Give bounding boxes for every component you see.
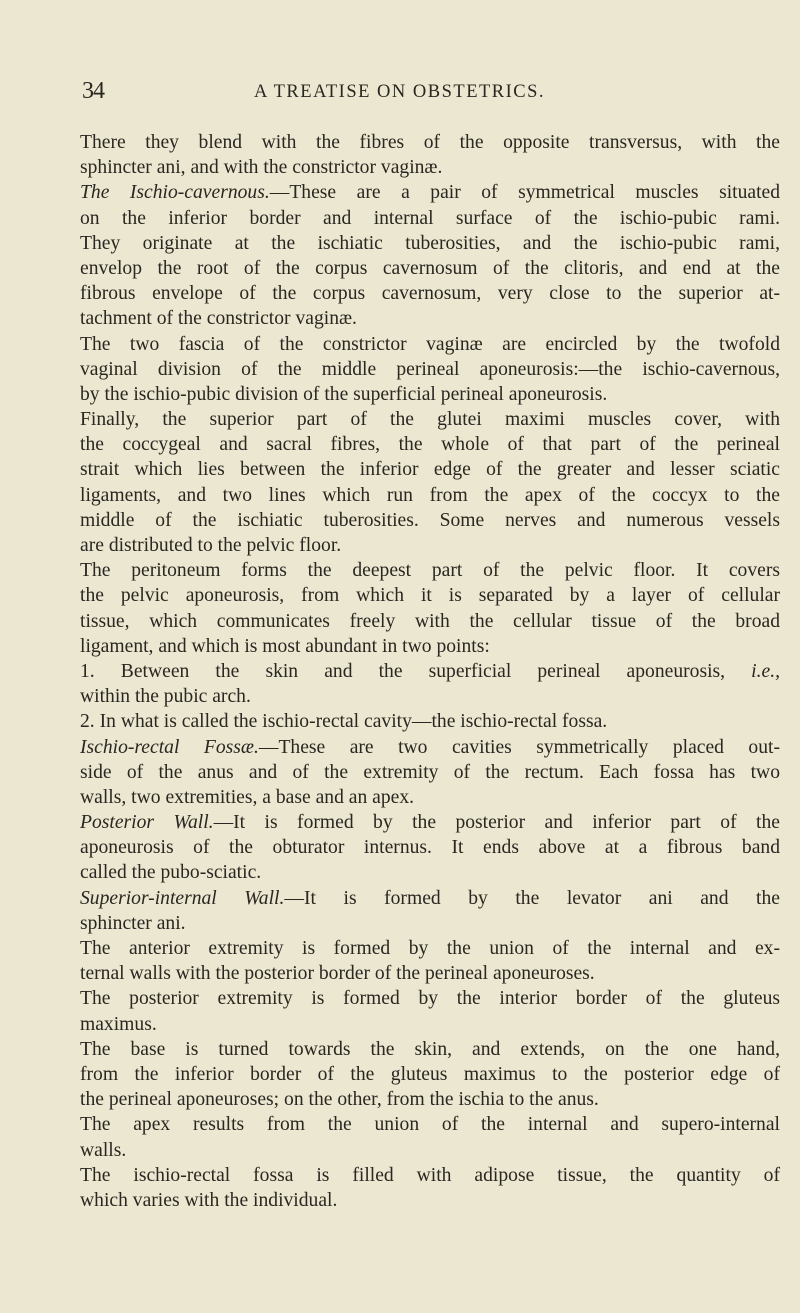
line-text: They originate at the ischiatic tuberosities, and the ischio-pubic rami, [80, 232, 780, 254]
line-text: —These are two cavities symmetrically placed out- [258, 736, 780, 758]
text-line [80, 1163, 780, 1188]
text-line [80, 558, 780, 583]
line-text: called the pubo-sciatic. [80, 862, 262, 884]
text-line [80, 231, 780, 256]
text-line [80, 1012, 780, 1037]
line-text: The base is turned towards the skin, and extends, on the one hand, [80, 1038, 780, 1060]
text-line [80, 382, 780, 407]
text-line [80, 936, 780, 961]
line-text: ligament, and which is most abundant in two points: [80, 635, 490, 657]
line-text: ligaments, and two lines which run from the apex of the coccyx to the [80, 484, 780, 506]
text-line [80, 835, 780, 860]
line-text: fibrous envelope of the corpus cavernosum, very close to the superior at- [80, 283, 780, 305]
line-text: sphincter ani, and with the constrictor vaginæ. [80, 157, 443, 179]
italic-heading: Superior-internal Wall. [80, 887, 285, 909]
text-line [80, 180, 780, 205]
line-text: are distributed to the pelvic floor. [80, 535, 342, 556]
line-text: from the inferior border of the gluteus maximus to the posterior edge of [80, 1063, 780, 1085]
text-line [80, 986, 780, 1011]
line-text: maximus. [80, 1013, 157, 1035]
text-line [80, 609, 780, 634]
line-text: The ischio-rectal fossa is filled with adipose tissue, the quantity of [80, 1164, 780, 1186]
text-line [80, 684, 780, 709]
text-line [80, 634, 780, 659]
italic-abbrev: i.e., [751, 660, 780, 682]
text-line [80, 1112, 780, 1137]
text-line [80, 1087, 780, 1112]
text-line [80, 332, 780, 357]
text-line [80, 357, 780, 382]
line-text: the coccygeal and sacral fibres, the whole of that part of the perineal [80, 434, 780, 456]
line-text: tachment of the constrictor vaginæ. [80, 308, 357, 330]
text-line [80, 155, 780, 180]
line-text: within the pubic arch. [80, 686, 251, 708]
line-text: ternal walls with the posterior border of the perineal aponeuroses. [80, 963, 595, 985]
line-text: aponeurosis of the obturator internus. It ends above at a fibrous band [80, 837, 780, 859]
line-text: —These are a pair of symmetrical muscles situated [269, 182, 781, 204]
running-head: A TREATISE ON OBSTETRICS. [254, 82, 546, 102]
text-line [80, 508, 780, 533]
line-text: sphincter ani. [80, 912, 186, 934]
line-text: 2. In what is called the ischio-rectal cavity—the ischio-rectal fossa. [80, 711, 608, 733]
text-line [80, 860, 780, 885]
text-line [80, 760, 780, 785]
line-text: on the inferior border and internal surface of the ischio-pubic rami. [80, 207, 780, 229]
text-line [80, 432, 780, 457]
text-line [80, 1037, 780, 1062]
text-line [80, 1138, 780, 1163]
body-text [80, 130, 780, 1213]
text-line [80, 483, 780, 508]
text-line [80, 407, 780, 432]
line-text: strait which lies between the inferior edge of the greater and lesser sciatic [80, 459, 780, 481]
text-line [80, 810, 780, 835]
line-text: middle of the ischiatic tuberosities. Some nerves and numerous vessels [80, 509, 780, 531]
line-text: The two fascia of the constrictor vaginæ are encircled by the twofold [80, 333, 780, 355]
line-text: side of the anus and of the extremity of the rectum. Each fossa has two [80, 761, 780, 783]
text-line [80, 306, 780, 331]
line-text: by the ischio-pubic division of the superficial perineal aponeurosis. [80, 383, 608, 405]
line-text: envelop the root of the corpus cavernosum of the clitoris, and end at the [80, 257, 780, 279]
line-text: the perineal aponeuroses; on the other, from the ischia to the anus. [80, 1089, 599, 1111]
text-line [80, 886, 780, 911]
text-line [80, 735, 780, 760]
line-text: Finally, the superior part of the glutei maximi muscles cover, with [80, 409, 780, 431]
line-text: the pelvic aponeurosis, from which it is separated by a layer of cellular [80, 585, 780, 607]
text-line [80, 206, 780, 231]
line-text: 1. Between the skin and the superficial perineal aponeurosis, [80, 660, 752, 682]
text-line [80, 1188, 780, 1213]
italic-heading: Posterior Wall. [80, 812, 214, 834]
line-text: which varies with the individual. [80, 1189, 338, 1211]
page-number: 34 [82, 78, 104, 104]
line-text: The anterior extremity is formed by the union of the internal and ex- [80, 938, 780, 959]
page-header [82, 78, 722, 112]
text-line [80, 130, 780, 155]
line-text: There they blend with the fibres of the opposite transversus, with the [80, 132, 780, 153]
line-text: vaginal division of the middle perineal aponeurosis:—the ischio-cavernous, [80, 358, 780, 380]
text-line [80, 659, 780, 684]
text-line [80, 256, 780, 281]
line-text: tissue, which communicates freely with the cellular tissue of the broad [80, 610, 780, 632]
italic-heading: The Ischio-cavernous. [80, 182, 270, 204]
line-text: The posterior extremity is formed by the interior border of the gluteus [80, 988, 780, 1010]
text-line [80, 583, 780, 608]
line-text: walls. [80, 1139, 127, 1161]
italic-heading: Ischio-rectal Fossæ. [80, 736, 259, 758]
text-line [80, 709, 780, 734]
line-text: The apex results from the union of the internal and supero-internal [80, 1114, 780, 1136]
text-line [80, 911, 780, 936]
line-text: The peritoneum forms the deepest part of the pelvic floor. It covers [80, 560, 780, 582]
text-line [80, 533, 780, 558]
line-text: —It is formed by the posterior and inferior part of the [213, 812, 780, 834]
text-line [80, 961, 780, 986]
text-line [80, 281, 780, 306]
text-line [80, 785, 780, 810]
line-text: walls, two extremities, a base and an apex. [80, 786, 415, 808]
line-text: —It is formed by the levator ani and the [284, 887, 780, 909]
text-line [80, 1062, 780, 1087]
text-line [80, 457, 780, 482]
